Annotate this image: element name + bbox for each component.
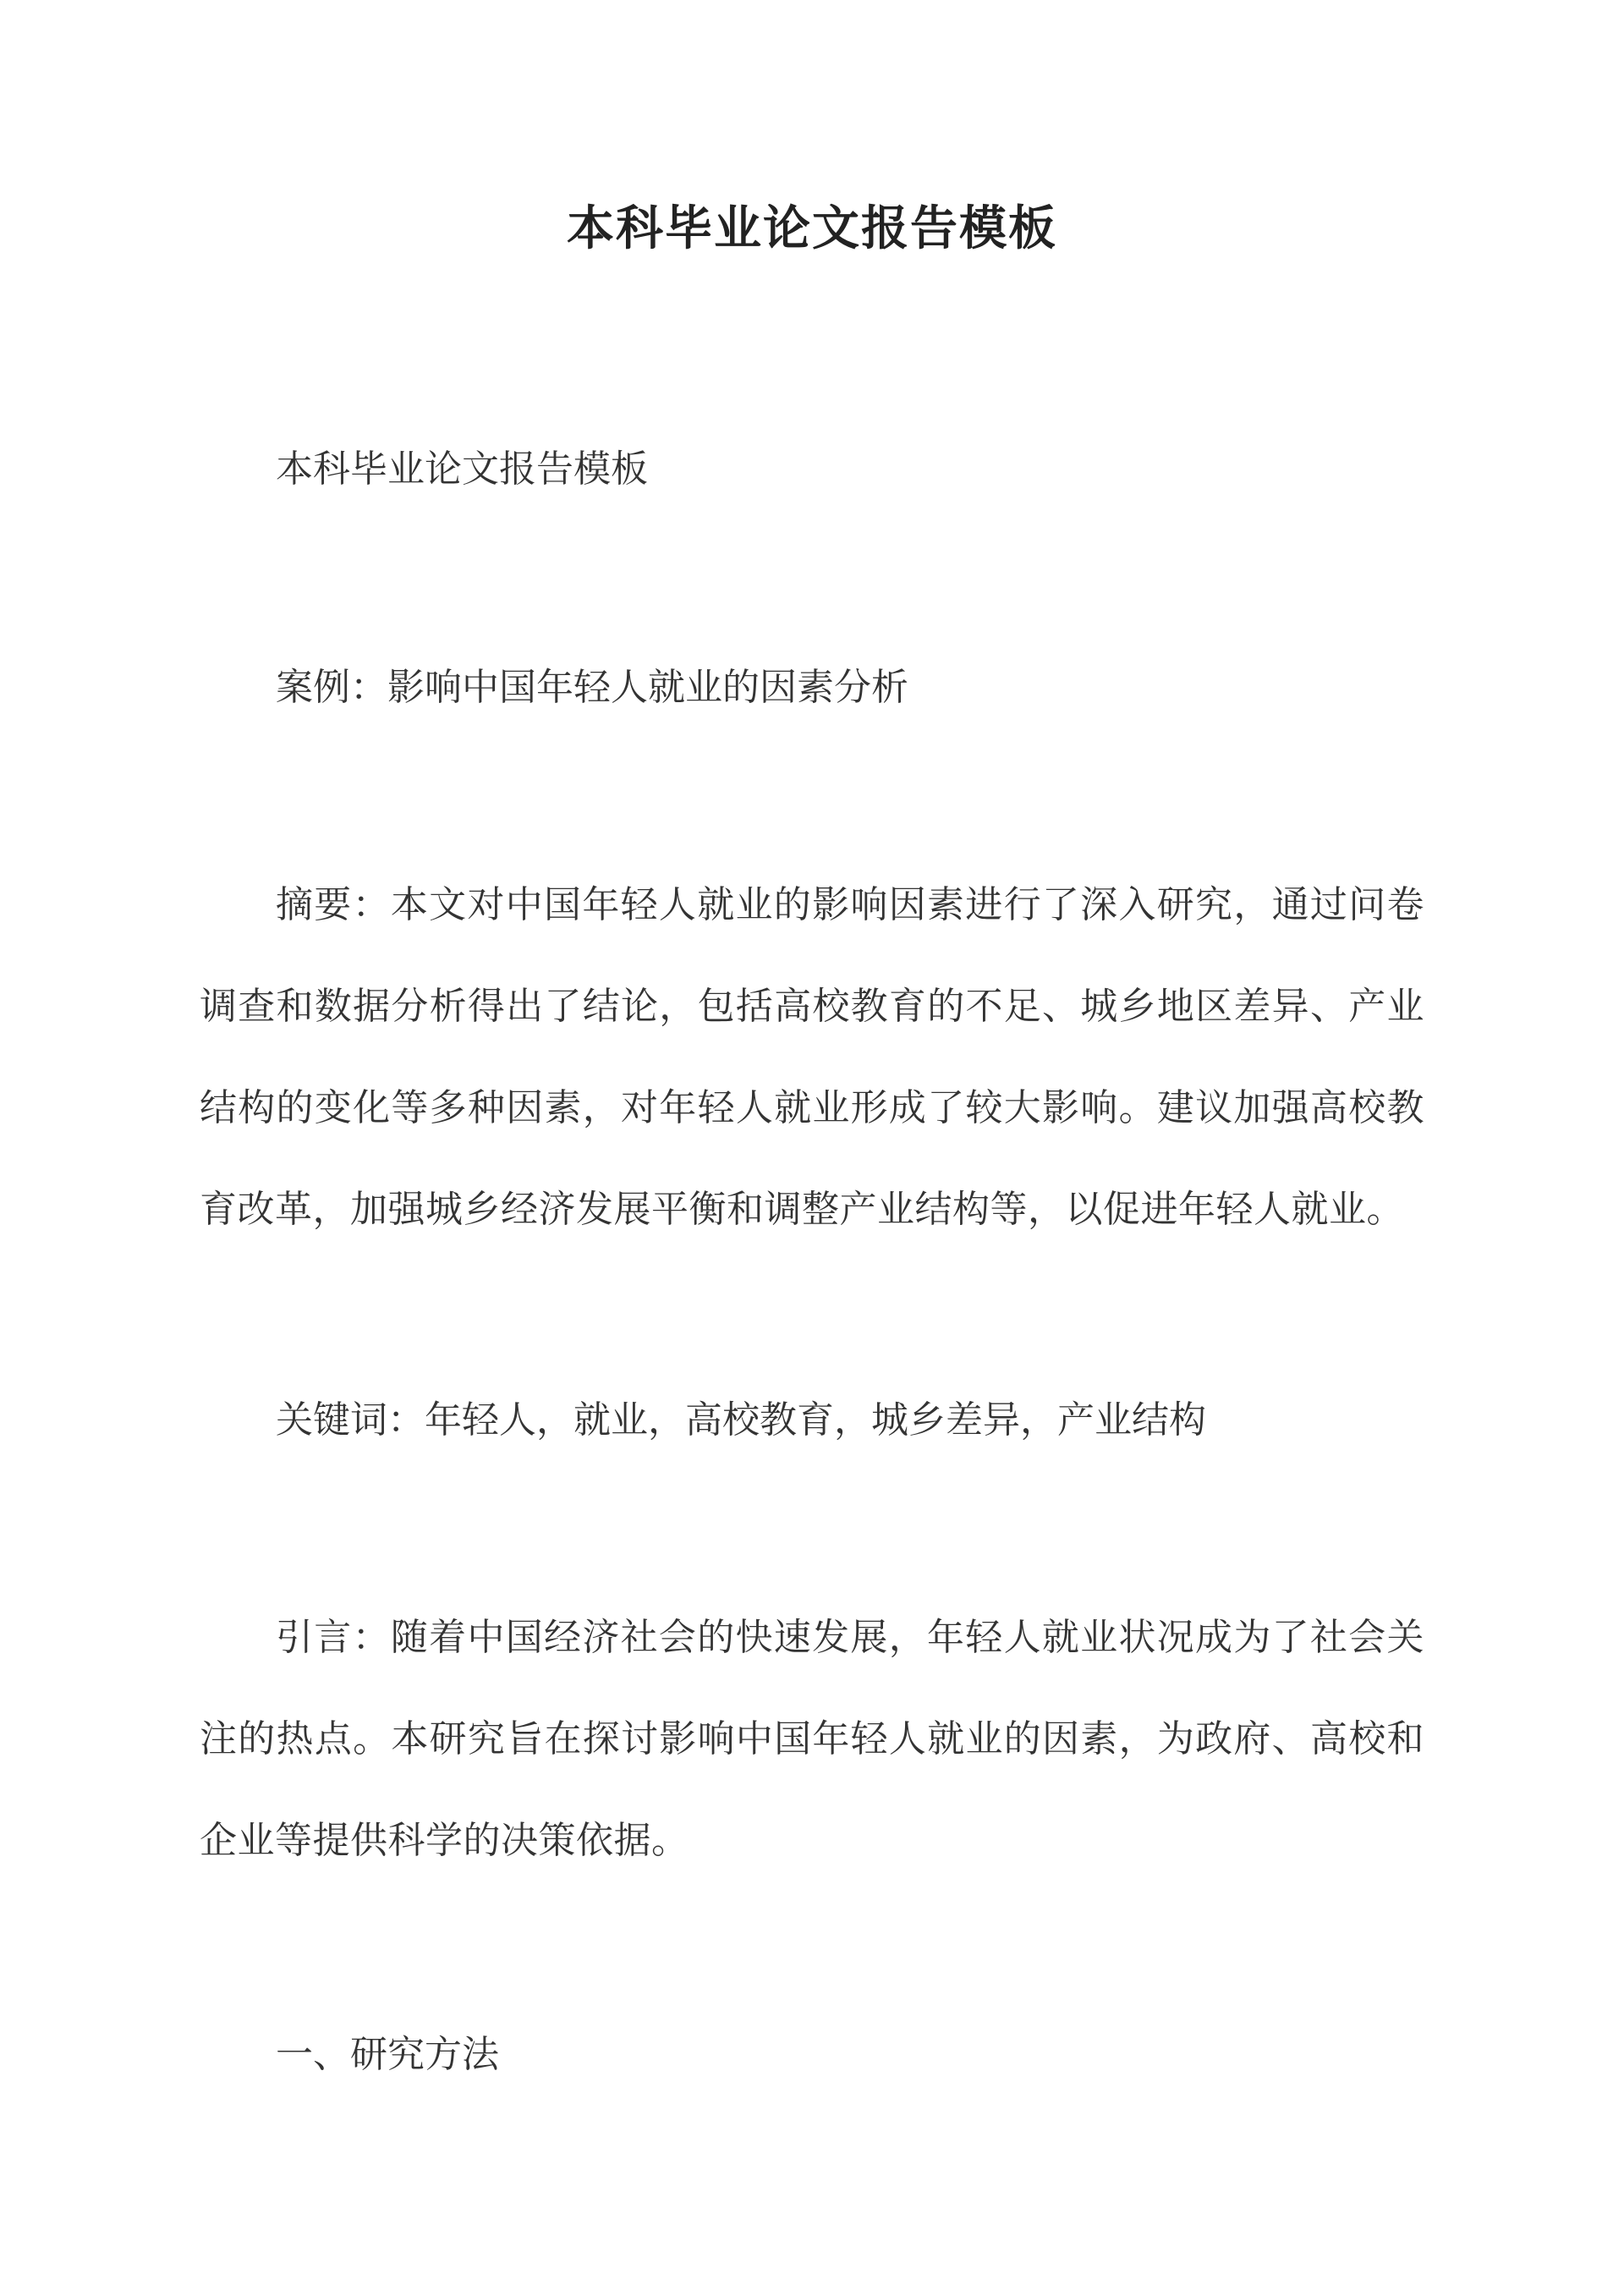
case-paragraph: 案例：影响中国年轻人就业的因素分析 (276, 666, 908, 709)
subtitle-paragraph: 本科毕业论文报告模板 (276, 448, 648, 491)
introduction-paragraph: 引言：随着中国经济社会的快速发展，年轻人就业状况成为了社会关注的热点。本研究旨在探讨影响中国年轻人就业的因素，为政府、高校和企业等提供科学的决策依据。 (200, 1616, 1424, 1862)
document-title: 本科毕业论文报告模板 (567, 200, 1057, 256)
section-heading-research-methods: 一、研究方法 (276, 2033, 499, 2076)
keywords-paragraph: 关键词：年轻人，就业，高校教育，城乡差异，产业结构 (276, 1398, 1206, 1442)
abstract-paragraph: 摘要：本文对中国年轻人就业的影响因素进行了深入研究，通过问卷调查和数据分析得出了结论，包括高校教育的不足、城乡地区差异、产业结构的变化等多种因素，对年轻人就业形成了较大影响。建议加强高校教育改革，加强城乡经济发展平衡和调整产业结构等，以促进年轻人就业。 (200, 883, 1424, 1231)
